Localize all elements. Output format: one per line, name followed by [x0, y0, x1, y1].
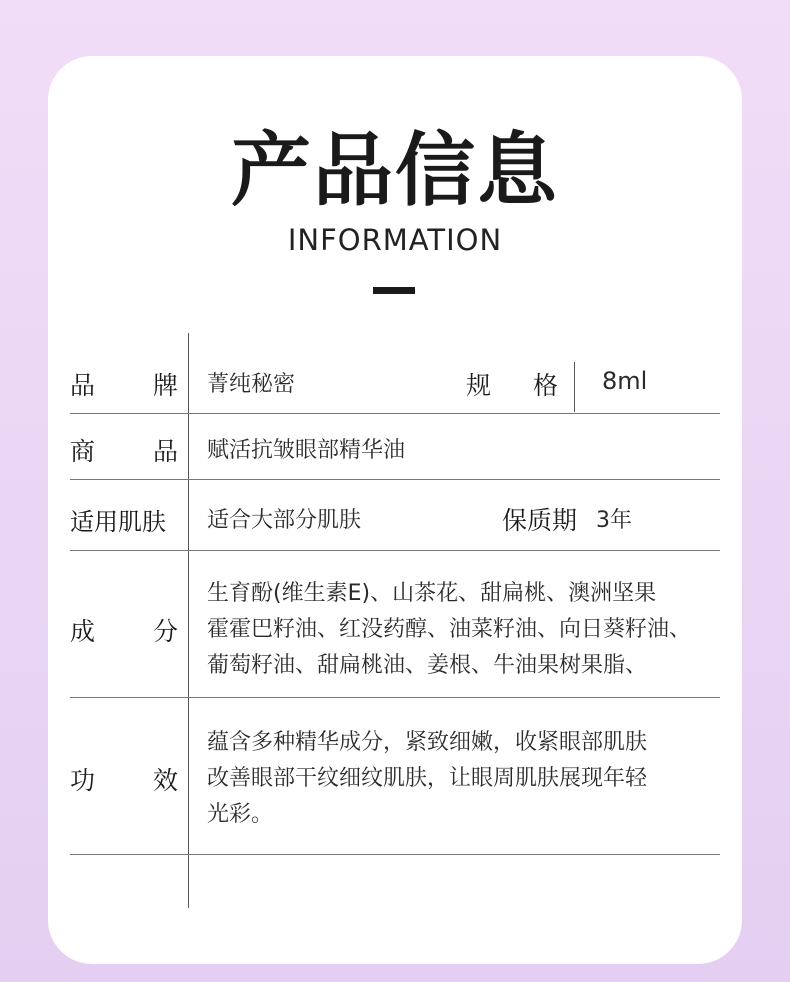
- effect-value: 蕴含多种精华成分，紧致细嫩，收紧眼部肌肤 改善眼部干纹细纹肌肤，让眼周肌肤展现年轻 光彩。: [207, 730, 648, 827]
- skin-label: 适用肌肤: [70, 508, 166, 536]
- page-subtitle: INFORMATION: [287, 223, 503, 257]
- product-label: 商 品: [70, 437, 178, 466]
- row-divider: [70, 854, 720, 855]
- shelf-label: 保质期: [502, 506, 578, 535]
- title-divider: [373, 287, 415, 294]
- ingredients-label: 成 分: [70, 617, 178, 646]
- row-divider: [70, 697, 720, 698]
- ingredients-value: 生育酚(维生素E)、山茶花、甜扁桃、澳洲坚果 霍霍巴籽油、红没药醇、油菜籽油、向日葵籽油、 葡萄籽油、甜扁桃油、姜根、牛油果树果脂、: [207, 581, 692, 678]
- spec-divider: [574, 362, 575, 412]
- table-column-divider: [188, 333, 189, 908]
- product-value: 赋活抗皱眼部精华油: [207, 438, 406, 463]
- row-divider: [70, 550, 720, 551]
- brand-label: 品 牌: [70, 371, 178, 400]
- skin-value: 适合大部分肌肤: [207, 508, 362, 533]
- spec-value: 8ml: [602, 367, 648, 395]
- row-divider: [70, 413, 720, 414]
- row-divider: [70, 479, 720, 480]
- page-title: 产品信息: [231, 124, 559, 217]
- effect-label: 功 效: [70, 766, 178, 795]
- shelf-value: 3年: [596, 508, 632, 533]
- spec-label: 规 格: [466, 371, 558, 400]
- brand-value: 菁纯秘密: [207, 372, 296, 397]
